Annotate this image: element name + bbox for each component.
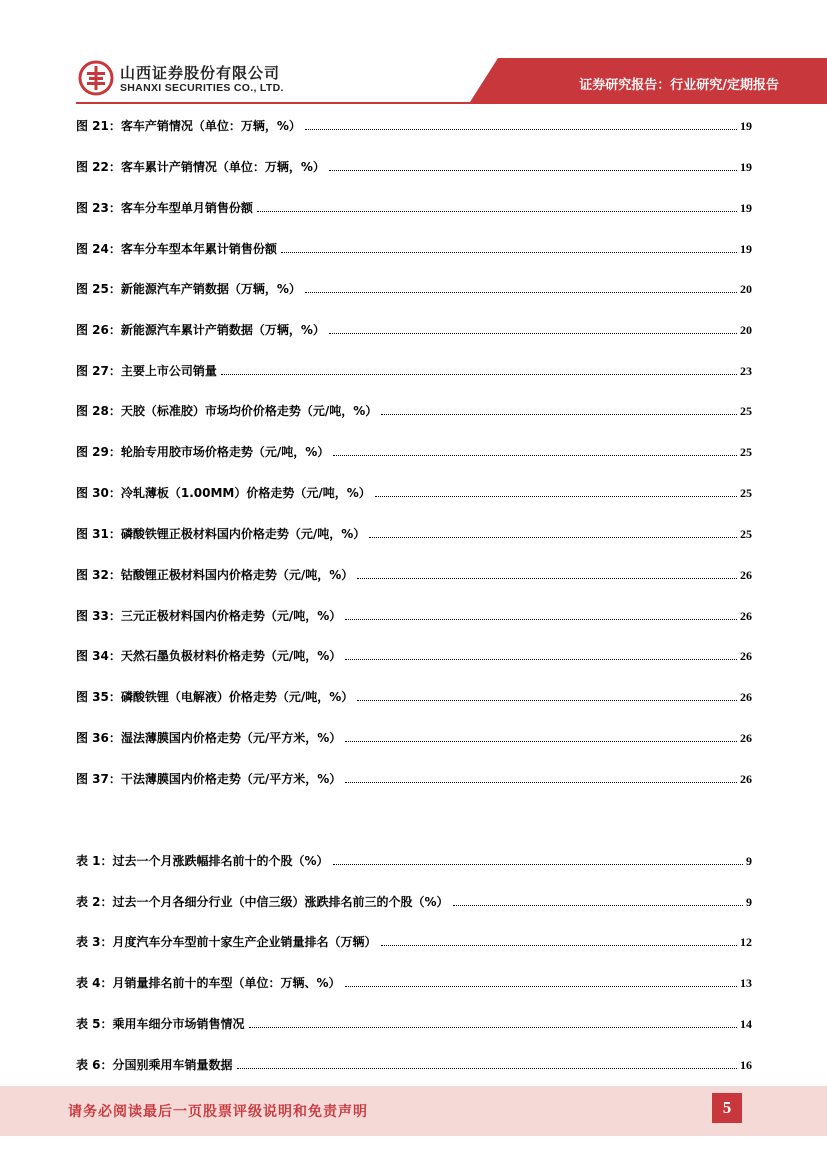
toc-entry[interactable]: 图 36：湿法薄膜国内价格走势（元/平方米，%） 26	[76, 731, 752, 745]
toc-entry[interactable]: 图 21：客车产销情况（单位：万辆，%） 19	[76, 119, 752, 133]
page-header	[0, 0, 827, 103]
toc-entry[interactable]: 表 1：过去一个月涨跌幅排名前十的个股（%） 9	[76, 854, 752, 868]
toc-entry[interactable]: 图 35：磷酸铁锂（电解液）价格走势（元/吨，%） 26	[76, 690, 752, 704]
disclaimer-notice: 请务必阅读最后一页股票评级说明和免责声明	[68, 1104, 368, 1120]
toc-entry[interactable]: 图 31：磷酸铁锂正极材料国内价格走势（元/吨，%） 25	[76, 527, 752, 541]
company-logo-icon	[78, 60, 114, 96]
company-name-en: SHANXI SECURITIES CO., LTD.	[120, 82, 284, 94]
toc-entry[interactable]: 图 22：客车累计产销情况（单位：万辆，%） 19	[76, 160, 752, 174]
toc-entry[interactable]: 图 29：轮胎专用胶市场价格走势（元/吨，%） 25	[76, 445, 752, 459]
toc-entry[interactable]: 图 23：客车分车型单月销售份额 19	[76, 201, 752, 215]
toc-entry[interactable]: 图 33：三元正极材料国内价格走势（元/吨，%） 26	[76, 609, 752, 623]
toc-entry[interactable]: 图 34：天然石墨负极材料价格走势（元/吨，%） 26	[76, 649, 752, 663]
toc-entry[interactable]: 表 3：月度汽车分车型前十家生产企业销量排名（万辆） 12	[76, 935, 752, 949]
toc-entry[interactable]: 表 4：月销量排名前十的车型（单位：万辆、%） 13	[76, 976, 752, 990]
company-name-cn: 山西证券股份有限公司	[120, 64, 281, 82]
toc-entry[interactable]: 图 25：新能源汽车产销数据（万辆，%） 20	[76, 282, 752, 296]
toc-entry[interactable]: 表 2：过去一个月各细分行业（中信三级）涨跌排名前三的个股（%） 9	[76, 895, 752, 909]
toc-entry[interactable]: 图 28：天胶（标准胶）市场均价价格走势（元/吨，%） 25	[76, 404, 752, 418]
toc-entry[interactable]: 图 37：干法薄膜国内价格走势（元/平方米，%） 26	[76, 772, 752, 786]
toc-entry[interactable]: 表 6：分国别乘用车销量数据 16	[76, 1058, 752, 1072]
toc-entry[interactable]: 图 24：客车分车型本年累计销售份额 19	[76, 242, 752, 256]
page-number: 5	[712, 1093, 742, 1123]
header-divider	[76, 102, 827, 104]
report-type: 证券研究报告：行业研究/定期报告	[579, 78, 779, 93]
toc-entry[interactable]: 图 32：钴酸锂正极材料国内价格走势（元/吨，%） 26	[76, 568, 752, 582]
toc-entry[interactable]: 图 27：主要上市公司销量 23	[76, 364, 752, 378]
toc-entry[interactable]: 图 30：冷轧薄板（1.00MM）价格走势（元/吨，%） 25	[76, 486, 752, 500]
toc-entry[interactable]: 表 5：乘用车细分市场销售情况 14	[76, 1017, 752, 1031]
toc-entry[interactable]: 图 26：新能源汽车累计产销数据（万辆，%） 20	[76, 323, 752, 337]
